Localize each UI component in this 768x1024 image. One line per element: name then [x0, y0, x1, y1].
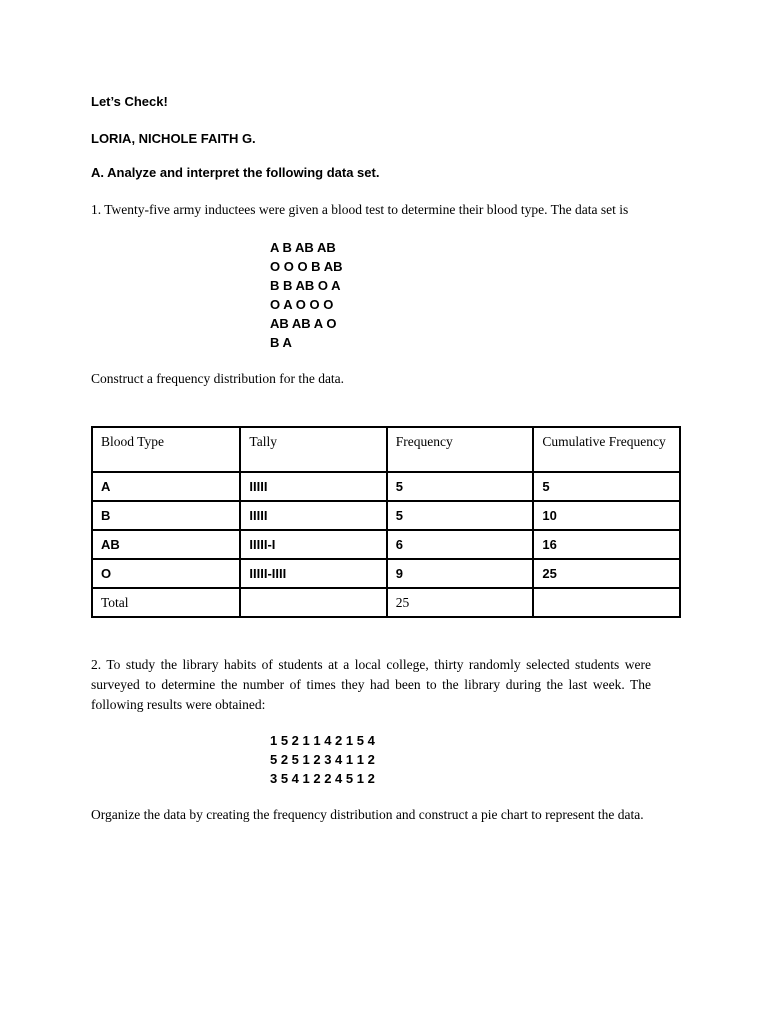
page-heading: Let’s Check! [91, 94, 168, 109]
cell-tally: IIIII-IIII [240, 559, 386, 588]
cell-tally: IIIII-I [240, 530, 386, 559]
blood-type-data-set [270, 238, 342, 352]
data-line: B B AB O A [270, 278, 341, 293]
table-row [92, 530, 680, 559]
cell-total-cumulative [533, 588, 680, 617]
table-header-row [92, 427, 680, 472]
table-total-row [92, 588, 680, 617]
cell-frequency: 6 [387, 530, 534, 559]
cell-blood-type: AB [92, 530, 240, 559]
cell-cumulative: 10 [533, 501, 680, 530]
data-line: A B AB AB [270, 240, 336, 255]
question-1-prompt: 1. Twenty-five army inductees were given a blood test to determine their blood type. The data set is [91, 202, 629, 217]
cell-blood-type: O [92, 559, 240, 588]
section-a-title: A. Analyze and interpret the following data set. [91, 165, 380, 180]
cell-total-tally [240, 588, 386, 617]
cell-tally: IIIII [240, 501, 386, 530]
table-row [92, 472, 680, 501]
library-visits-data-set [270, 731, 375, 788]
question-2-instruction: Organize the data by creating the frequency distribution and construct a pie chart to represent the data. [91, 807, 644, 822]
data-line: O O O B AB [270, 259, 343, 274]
data-line: O A O O O [270, 297, 334, 312]
header-tally: Tally [240, 427, 386, 472]
cell-frequency: 9 [387, 559, 534, 588]
data-line: 1 5 2 1 1 4 2 1 5 4 [270, 733, 375, 748]
cell-cumulative: 25 [533, 559, 680, 588]
cell-cumulative: 5 [533, 472, 680, 501]
data-line: AB AB A O [270, 316, 337, 331]
cell-frequency: 5 [387, 501, 534, 530]
cell-cumulative: 16 [533, 530, 680, 559]
data-line: 5 2 5 1 2 3 4 1 1 2 [270, 752, 375, 767]
frequency-distribution-table [91, 426, 681, 618]
data-line: 3 5 4 1 2 2 4 5 1 2 [270, 771, 375, 786]
cell-blood-type: B [92, 501, 240, 530]
header-blood-type: Blood Type [92, 427, 240, 472]
header-cumulative-frequency: Cumulative Frequency [533, 427, 680, 472]
student-name: LORIA, NICHOLE FAITH G. [91, 131, 256, 146]
cell-total-frequency: 25 [387, 588, 534, 617]
table-row [92, 559, 680, 588]
cell-frequency: 5 [387, 472, 534, 501]
question-1-instruction: Construct a frequency distribution for the data. [91, 371, 345, 386]
cell-total-label: Total [92, 588, 240, 617]
table-row [92, 501, 680, 530]
cell-blood-type: A [92, 472, 240, 501]
question-2-prompt: 2. To study the library habits of students at a local college, thirty randomly selected students were surveyed to determine the number of times they had been to the library during the last week. The following results were obtained: [91, 657, 651, 712]
header-frequency: Frequency [387, 427, 534, 472]
cell-tally: IIIII [240, 472, 386, 501]
data-line: B A [270, 335, 292, 350]
